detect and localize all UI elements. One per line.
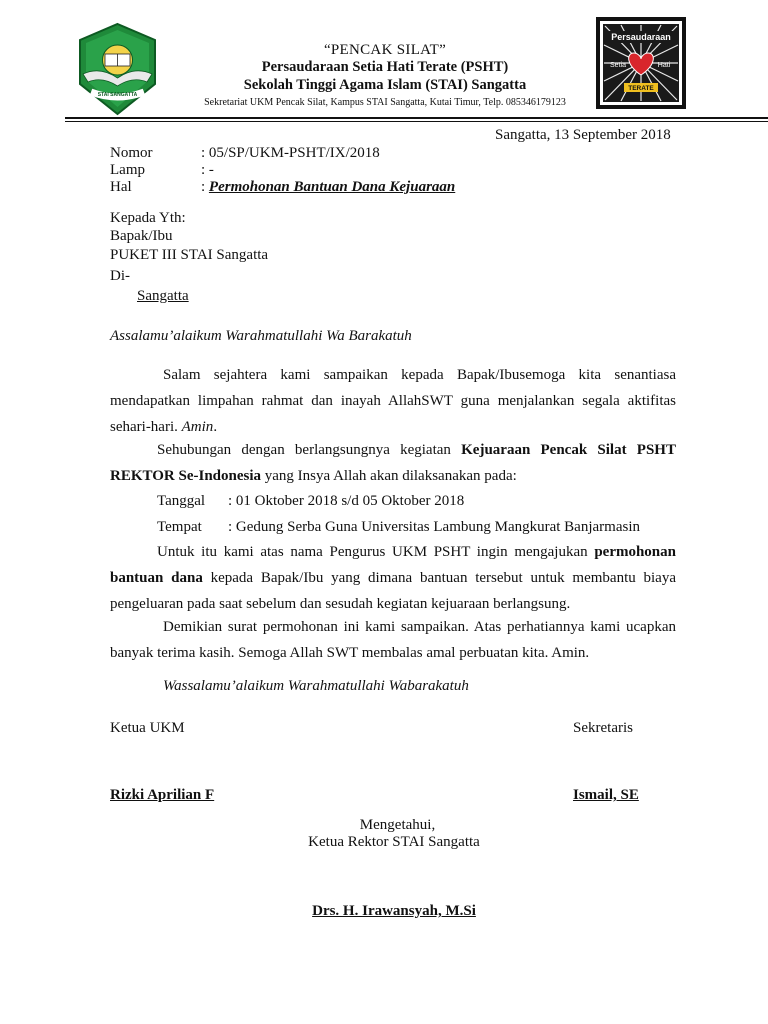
recipient-line-3: PUKET III STAI Sangatta <box>110 247 269 263</box>
psht-logo <box>596 17 686 109</box>
paragraph-3 <box>110 539 676 617</box>
recipient-line-4: Di- <box>110 268 130 284</box>
paragraph-2-text-a: Sehubungan dengan berlangsungnya kegiatan <box>157 442 462 458</box>
logo-right-text-right: Hati <box>657 62 671 69</box>
letterhead-organization: Persaudaraan Setia Hati Terate (PSHT) <box>261 59 509 75</box>
signature-right-title: Sekretaris <box>573 720 633 736</box>
lamp-value: : - <box>201 162 214 178</box>
mengetahui-label: Mengetahui, <box>359 817 436 833</box>
signature-right-name: Ismail, SE <box>573 787 639 803</box>
recipient-line-2: Bapak/Ibu <box>110 228 173 244</box>
paragraph-1 <box>110 362 676 440</box>
rektor-name: Drs. H. Irawansyah, M.Si <box>312 903 476 919</box>
paragraph-1-amin: Amin <box>181 419 214 435</box>
letterhead-title: “PENCAK SILAT” <box>323 42 447 58</box>
letterhead-school: Sekolah Tinggi Agama Islam (STAI) Sangatta <box>243 77 527 93</box>
tanggal-label: Tanggal <box>157 493 206 509</box>
paragraph-4: Demikian surat permohonan ini kami sampaikan. Atas perhatiannya kami ucapkan banyak terima kasih. Semoga Allah SWT membalas amal perbuatan kita. Amin. <box>110 619 676 661</box>
hal-colon: : <box>201 179 206 195</box>
paragraph-1-end: . <box>213 419 218 435</box>
logo-left-text: STAI SANGATTA <box>97 92 138 98</box>
paragraph-3-request: permohonan bantuan dana <box>110 544 676 586</box>
paragraph-2-text-b: yang Insya Allah akan dilaksanakan pada: <box>261 468 517 484</box>
rektor-title: Ketua Rektor STAI Sangatta <box>308 834 480 850</box>
tanggal-value: : 01 Oktober 2018 s/d 05 Oktober 2018 <box>228 493 465 509</box>
paragraph-3-text-a: Untuk itu kami atas nama Pengurus UKM PSHT ingin mengajukan <box>157 544 595 560</box>
recipient-line-1: Kepada Yth: <box>110 210 186 226</box>
nomor-value: : 05/SP/UKM-PSHT/IX/2018 <box>201 145 380 161</box>
logo-right-text-bottom: TERATE <box>628 85 654 92</box>
tempat-label: Tempat <box>157 519 202 535</box>
lamp-label: Lamp <box>110 162 145 178</box>
paragraph-2-event: Kejuaraan Pencak Silat PSHT REKTOR Se-Indonesia <box>110 442 676 484</box>
hal-row <box>201 178 455 196</box>
signature-left-name: Rizki Aprilian F <box>110 787 215 803</box>
letterhead-address: Sekretariat UKM Pencak Silat, Kampus STAI Sangatta, Kutai Timur, Telp. 085346179123 <box>204 97 566 108</box>
closing-greeting: Wassalamu’alaikum Warahmatullahi Wabarakatuh <box>163 678 469 694</box>
hal-value: Permohonan Bantuan Dana Kejuaraan <box>208 179 456 195</box>
letterhead-rule-thick <box>65 117 768 119</box>
opening-greeting: Assalamu’alaikum Warahmatullahi Wa Barakatuh <box>110 328 412 344</box>
paragraph-2 <box>110 437 676 489</box>
recipient-line-5: Sangatta <box>137 288 189 304</box>
hal-label: Hal <box>110 179 132 195</box>
logo-right-text-left: Setia <box>610 62 626 69</box>
paragraph-3-text-b: kepada Bapak/Ibu yang dimana bantuan tersebut untuk membantu biaya pengeluaran pada saat sebelum dan sesudah kegiatan kejuaraan berlangsung. <box>110 570 676 612</box>
letterhead-rule-thin <box>65 121 768 122</box>
signature-left-title: Ketua UKM <box>110 720 185 736</box>
paragraph-1-text: Salam sejahtera kami sampaikan kepada Bapak/Ibusemoga kita senantiasa mendapatkan limpahan rahmat dan inayah AllahSWT guna menjalankan segala aktifitas sehari-hari. <box>110 367 676 435</box>
nomor-label: Nomor <box>110 145 153 161</box>
tempat-value: : Gedung Serba Guna Universitas Lambung Mangkurat Banjarmasin <box>228 519 640 535</box>
stai-sangatta-logo <box>75 22 160 117</box>
logo-right-text-top: Persaudaraan <box>611 32 671 42</box>
letter-date: Sangatta, 13 September 2018 <box>495 127 671 143</box>
